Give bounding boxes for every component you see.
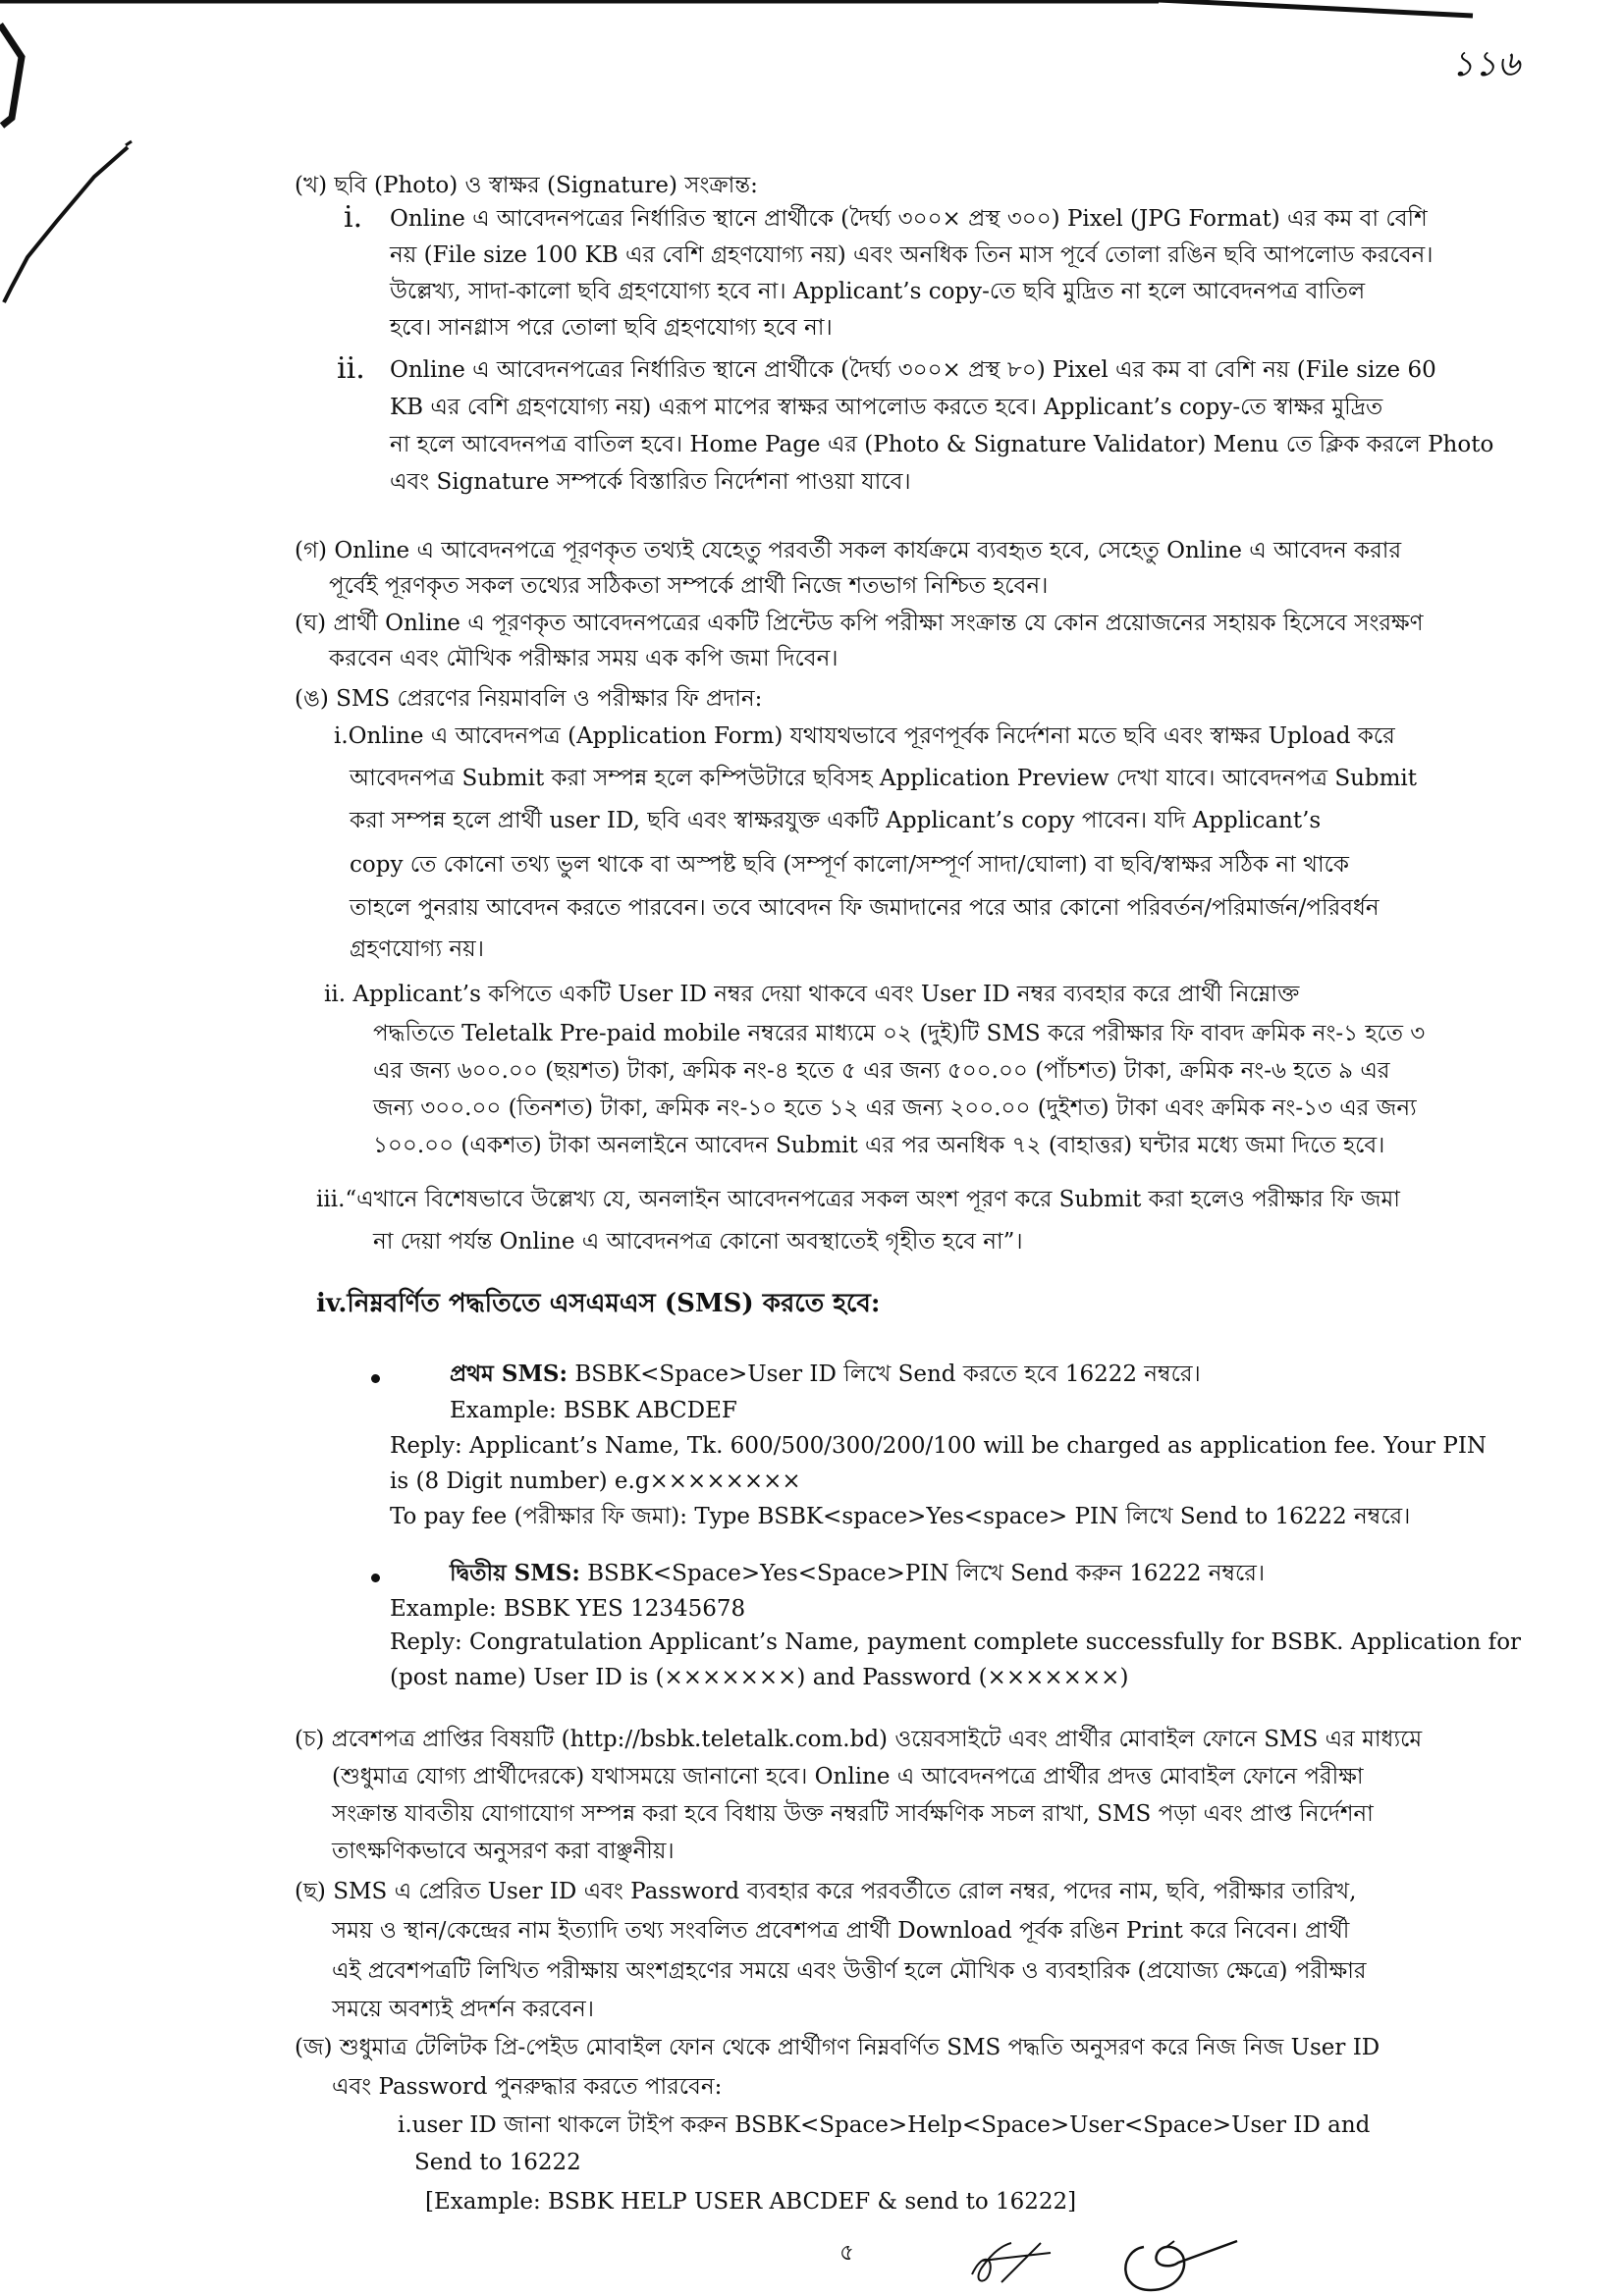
section-chha-line-1: (ছ) SMS এ প্রেরিত User ID এবং Password ব্যবহার করে পরবর্তীতে রোল নম্বর, পদের নাম, ছবি, পরীক্ষার তারিখ, [295, 1879, 1357, 1904]
bullet-icon [371, 1574, 380, 1582]
uo-i-line-4: copy তে কোনো তথ্য ভুল থাকে বা অস্পষ্ট ছবি (সম্পূর্ণ কালো/সম্পূর্ণ সাদা/ঘোলা) বা ছবি/স্বাক্ষর সঠিক না থাকে [350, 852, 1349, 878]
sms2-example: Example: BSBK YES 12345678 [390, 1596, 746, 1622]
sms2-reply-line-1: Reply: Congratulation Applicant’s Name, payment complete successfully for BSBK. Application for [390, 1629, 1522, 1655]
section-cha-line-4: তাৎক্ষণিকভাবে অনুসরণ করা বাঞ্ছনীয়। [332, 1839, 675, 1864]
section-kha-heading: (খ) ছবি (Photo) ও স্বাক্ষর (Signature) সংক্রান্ত: [295, 173, 758, 198]
kha-i-line-4: হবে। সানগ্লাস পরে তোলা ছবি গ্রহণযোগ্য হবে না। [390, 315, 833, 341]
uo-iii-line-2: না দেয়া পর্যন্ত Online এ আবেদনপত্র কোনো অবস্থাতেই গৃহীত হবে না”। [373, 1229, 1023, 1255]
section-chha-line-2: সময় ও স্থান/কেন্দ্রের নাম ইত্যাদি তথ্য সংবলিত প্রবেশপত্র প্রার্থী Download পূর্বক রঙিন Print করে নিবেন। প্রার্থী [332, 1918, 1350, 1944]
section-ja-line-2: এবং Password পুনরুদ্ধার করতে পারবেন: [332, 2074, 723, 2100]
handwritten-page-number: ১১৬ [1451, 44, 1521, 84]
kha-ii-line-1: Online এ আবেদনপত্রের নির্ধারিত স্থানে প্রার্থীকে (দৈর্ঘ্য ৩০০× প্রস্থ ৮০) Pixel এর কম বা বেশি নয় (File size 60 [390, 357, 1436, 383]
uo-ii-line-2: পদ্ধতিতে Teletalk Pre-paid mobile নম্বরের মাধ্যমে ০২ (দুই)টি SMS করে পরীক্ষার ফি বাবদ ক্রমিক নং-১ হতে ৩ [373, 1021, 1426, 1046]
section-ga-line-2: পূর্বেই পূরণকৃত সকল তথ্যের সঠিকতা সম্পর্কে প্রার্থী নিজে শতভাগ নিশ্চিত হবেন। [329, 573, 1049, 599]
sms1-text: BSBK<Space>User ID লিখে Send করতে হবে 16222 নম্বরে। [574, 1362, 1201, 1387]
sms2-text: BSBK<Space>Yes<Space>PIN লিখে Send করুন 16222 নম্বরে। [587, 1561, 1266, 1586]
sms2-reply-line-2: (post name) User ID is (×××××××) and Password (×××××××) [390, 1665, 1129, 1690]
uo-i-line-5: তাহলে পুনরায় আবেদন করতে পারবেন। তবে আবেদন ফি জমাদানের পরে আর কোনো পরিবর্তন/পরিমার্জন/পরিবর্ধন [350, 895, 1380, 921]
uo-ii-line-3: এর জন্য ৬০০.০০ (ছয়শত) টাকা, ক্রমিক নং-৪ হতে ৫ এর জন্য ৫০০.০০ (পাঁচশত) টাকা, ক্রমিক নং-৬ হতে ৯ এর [373, 1058, 1390, 1084]
section-kha-i-marker: i. [344, 200, 363, 235]
kha-ii-line-4: এবং Signature সম্পর্কে বিস্তারিত নির্দেশনা পাওয়া যাবে। [390, 469, 911, 495]
uo-iv-heading: iv.নিম্নবর্ণিত পদ্ধতিতে এসএমএস (SMS) করতে হবে: [316, 1289, 881, 1318]
uo-i-line-6: গ্রহণযোগ্য নয়। [350, 936, 484, 962]
sms1-label: প্রথম SMS: [450, 1361, 568, 1387]
section-ja-line-1: (জ) শুধুমাত্র টেলিটক প্রি-পেইড মোবাইল ফোন থেকে প্রার্থীগণ নিম্নবর্ণিত SMS পদ্ধতি অনুসরণ করে নিজ নিজ User ID [295, 2035, 1380, 2060]
sms2-instruction [450, 1559, 1265, 1588]
section-gha-line-1: (ঘ) প্রার্থী Online এ পূরণকৃত আবেদনপত্রের একটি প্রিন্টেড কপি পরীক্ষা সংক্রান্ত যে কোন প্রয়োজনের সহায়ক হিসেবে সংরক্ষণ [295, 611, 1424, 636]
sms1-reply-line-1: Reply: Applicant’s Name, Tk. 600/500/300/200/100 will be charged as application fee. Your PIN [390, 1433, 1488, 1459]
page-number-bottom: ৫ [839, 2240, 854, 2266]
sms1-reply-line-2: is (8 Digit number) e.g×××××××× [390, 1468, 801, 1494]
handwritten-signatures [943, 2214, 1276, 2296]
kha-i-line-2: নয় (File size 100 KB এর বেশি গ্রহণযোগ্য নয়) এবং অনধিক তিন মাস পূর্বে তোলা রঙিন ছবি আপলোড করবেন। [390, 242, 1434, 268]
section-cha-line-1: (চ) প্রবেশপত্র প্রাপ্তির বিষয়টি (http://bsbk.teletalk.com.bd) ওয়েবসাইটে এবং প্রার্থীর মোবাইল ফোনে SMS এর মাধ্যমে [295, 1727, 1423, 1752]
section-ja-i-line-2: Send to 16222 [414, 2150, 581, 2175]
section-ja-i-example: [Example: BSBK HELP USER ABCDEF & send to 16222] [425, 2189, 1077, 2215]
uo-i-line-3: করা সম্পন্ন হলে প্রার্থী user ID, ছবি এবং স্বাক্ষরযুক্ত একটি Applicant’s copy পাবেন। যদি Applicant’s [350, 808, 1322, 833]
section-cha-line-3: সংক্রান্ত যাবতীয় যোগাযোগ সম্পন্ন করা হবে বিধায় উক্ত নম্বরটি সার্বক্ষণিক সচল রাখা, SMS পড়া এবং প্রাপ্ত নির্দেশনা [332, 1801, 1374, 1827]
uo-ii-line-5: ১০০.০০ (একশত) টাকা অনলাইনে আবেদন Submit এর পর অনধিক ৭২ (বাহাত্তর) ঘন্টার মধ্যে জমা দিতে হবে। [373, 1133, 1385, 1158]
sms2-label: দ্বিতীয় SMS: [450, 1560, 580, 1586]
kha-i-line-1: Online এ আবেদনপত্রের নির্ধারিত স্থানে প্রার্থীকে (দৈর্ঘ্য ৩০০× প্রস্থ ৩০০) Pixel (JPG Format) এর কম বা বেশি [390, 206, 1428, 232]
uo-iii-line-1: iii.“এখানে বিশেষভাবে উল্লেখ্য যে, অনলাইন আবেদনপত্রের সকল অংশ পূরণ করে Submit করা হলেও পরীক্ষার ফি জমা [316, 1187, 1400, 1212]
kha-i-line-3: উল্লেখ্য, সাদা-কালো ছবি গ্রহণযোগ্য হবে না। Applicant’s copy-তে ছবি মুদ্রিত না হলে আবেদনপত্র বাতিল [390, 279, 1366, 304]
section-chha-line-4: সময়ে অবশ্যই প্রদর্শন করবেন। [332, 1997, 594, 2022]
section-cha-line-2: (শুধুমাত্র যোগ্য প্রার্থীদেরকে) যথাসময়ে জানানো হবে। Online এ আবেদনপত্রে প্রার্থীর প্রদত্ত মোবাইল ফোনে পরীক্ষা [332, 1764, 1364, 1789]
section-ga-line-1: (গ) Online এ আবেদনপত্রে পূরণকৃত তথ্যই যেহেতু পরবর্তী সকল কার্যক্রমে ব্যবহৃত হবে, সেহেতু Online এ আবেদন করার [295, 538, 1402, 563]
sms1-example: Example: BSBK ABCDEF [450, 1398, 737, 1423]
uo-i-line-1: i.Online এ আবেদনপত্র (Application Form) যথাযথভাবে পূরণপূর্বক নির্দেশনা মতে ছবি এবং স্বাক্ষর Upload করে [334, 723, 1395, 749]
kha-ii-line-2: KB এর বেশি গ্রহণযোগ্য নয়) এরূপ মাপের স্বাক্ষর আপলোড করতে হবে। Applicant’s copy-তে স্বাক্ষর মুদ্রিত [390, 395, 1383, 420]
section-gha-line-2: করবেন এবং মৌখিক পরীক্ষার সময় এক কপি জমা দিবেন। [329, 646, 839, 671]
section-ja-i-line-1: i.user ID জানা থাকলে টাইপ করুন BSBK<Space>Help<Space>User<Space>User ID and [398, 2112, 1371, 2138]
section-uo-heading: (ঙ) SMS প্রেরণের নিয়মাবলি ও পরীক্ষার ফি প্রদান: [295, 686, 763, 712]
uo-ii-line-1: ii. Applicant’s কপিতে একটি User ID নম্বর দেয়া থাকবে এবং User ID নম্বর ব্যবহার করে প্রার্থী নিম্নোক্ত [324, 982, 1300, 1007]
kha-ii-line-3: না হলে আবেদনপত্র বাতিল হবে। Home Page এর (Photo & Signature Validator) Menu তে ক্লিক করলে Photo [390, 432, 1494, 457]
uo-i-line-2: আবেদনপত্র Submit করা সম্পন্ন হলে কম্পিউটারে ছবিসহ Application Preview দেখা যাবে। আবেদনপত্র Submit [350, 766, 1418, 791]
uo-ii-line-4: জন্য ৩০০.০০ (তিনশত) টাকা, ক্রমিক নং-১০ হতে ১২ এর জন্য ২০০.০০ (দুইশত) টাকা এবং ক্রমিক নং-১৩ এর জন্য [373, 1095, 1417, 1121]
sms1-instruction [450, 1360, 1201, 1389]
section-chha-line-3: এই প্রবেশপত্রটি লিখিত পরীক্ষায় অংশগ্রহণের সময়ে এবং উত্তীর্ণ হলে মৌখিক ও ব্যবহারিক (প্রযোজ্য ক্ষেত্রে) পরীক্ষার [332, 1958, 1367, 1984]
bullet-icon [371, 1374, 380, 1383]
sms1-pay-instruction: To pay fee (পরীক্ষার ফি জমা): Type BSBK<space>Yes<space> PIN লিখে Send to 16222 নম্বরে। [390, 1504, 1411, 1529]
section-kha-ii-marker: ii. [337, 351, 365, 386]
